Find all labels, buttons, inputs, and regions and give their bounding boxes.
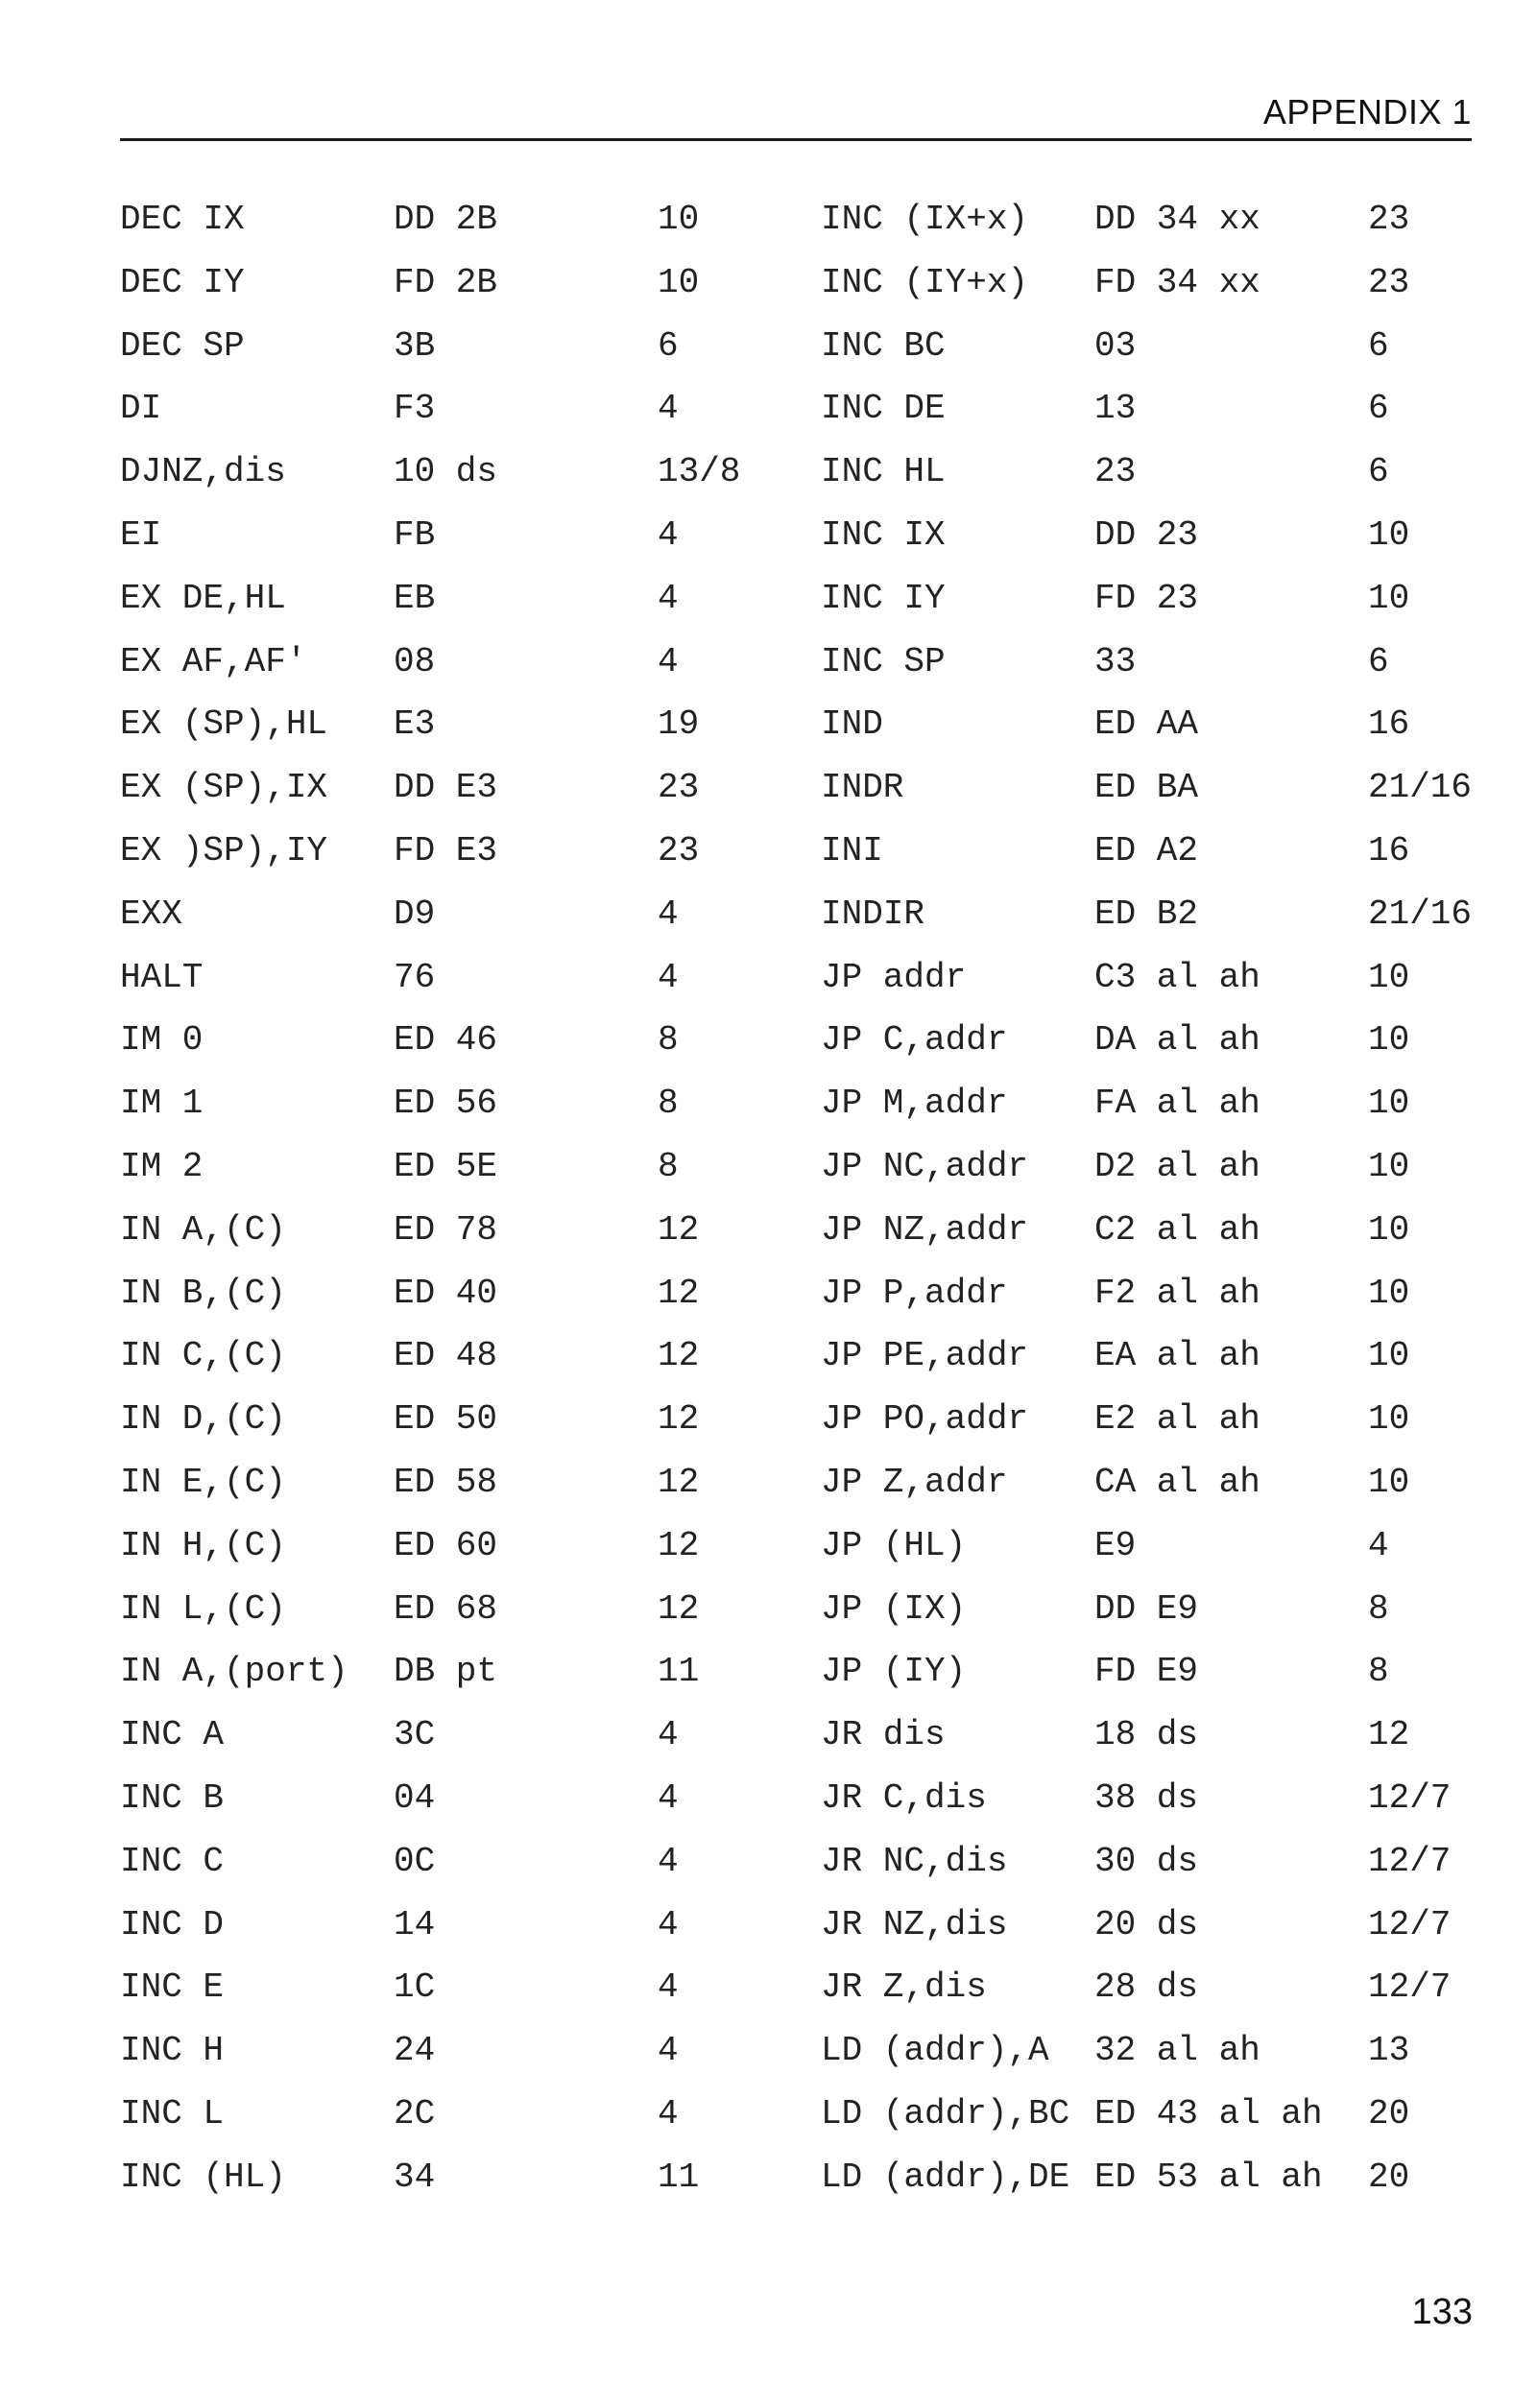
instruction-cell: IN H,(C) <box>120 1525 286 1565</box>
opcode-cell: ED 68 <box>394 1588 498 1629</box>
instruction-cell: INC B <box>120 1777 225 1818</box>
cycles-cell: 10 <box>1368 1020 1410 1061</box>
cycles-cell: 4 <box>658 578 679 618</box>
opcode-cell: 30 ds <box>1094 1841 1199 1881</box>
opcode-cell: 14 <box>394 1904 436 1944</box>
instruction-cell: LD (addr),A <box>821 2031 1049 2071</box>
instruction-cell: JP (IY) <box>821 1652 967 1692</box>
cycles-cell: 12 <box>658 1588 700 1629</box>
instruction-cell: EX )SP),IY <box>120 830 328 870</box>
opcode-cell: ED 50 <box>394 1399 498 1440</box>
opcode-cell: DD 23 <box>1094 514 1199 555</box>
cycles-cell: 4 <box>658 1777 679 1818</box>
opcode-cell: 18 ds <box>1094 1715 1199 1755</box>
instruction-cell: JP (IX) <box>821 1588 967 1629</box>
cycles-cell: 10 <box>1368 1273 1410 1313</box>
opcode-cell: 23 <box>1094 452 1137 492</box>
cycles-cell: 12 <box>658 1525 700 1565</box>
instruction-cell: JP Z,addr <box>821 1462 1008 1502</box>
page-number: 133 <box>1411 2292 1473 2332</box>
cycles-cell: 4 <box>658 1841 679 1881</box>
cycles-cell: 12 <box>1368 1715 1410 1755</box>
instruction-cell: LD (addr),DE <box>821 2157 1070 2197</box>
opcode-cell: C3 al ah <box>1094 957 1260 997</box>
opcode-cell: D9 <box>394 894 436 934</box>
opcode-cell: FD 23 <box>1094 578 1199 618</box>
instruction-cell: IN A,(C) <box>120 1209 286 1250</box>
opcode-cell: 34 <box>394 2157 436 2197</box>
opcode-cell: 04 <box>394 1777 436 1818</box>
cycles-cell: 4 <box>1368 1525 1389 1565</box>
opcode-cell: 32 al ah <box>1094 2031 1260 2071</box>
cycles-cell: 4 <box>658 2093 679 2134</box>
opcode-cell: ED 48 <box>394 1336 498 1376</box>
cycles-cell: 8 <box>658 1084 679 1124</box>
cycles-cell: 8 <box>1368 1588 1389 1629</box>
instruction-cell: INC HL <box>821 452 946 492</box>
opcode-cell: C2 al ah <box>1094 1209 1260 1250</box>
opcode-cell: EB <box>394 578 436 618</box>
cycles-cell: 4 <box>658 2031 679 2071</box>
instruction-cell: INC BC <box>821 325 946 366</box>
cycles-cell: 21/16 <box>1368 894 1473 934</box>
instruction-cell: EXX <box>120 894 182 934</box>
cycles-cell: 8 <box>658 1020 679 1061</box>
cycles-cell: 4 <box>658 1967 679 2008</box>
instruction-cell: INC SP <box>821 641 946 681</box>
cycles-cell: 10 <box>1368 1209 1410 1250</box>
opcode-cell: DA al ah <box>1094 1020 1260 1061</box>
opcode-cell: 10 ds <box>394 452 498 492</box>
opcode-cell: ED 56 <box>394 1084 498 1124</box>
opcode-cell: ED AA <box>1094 704 1199 745</box>
opcode-cell: DD E9 <box>1094 1588 1199 1629</box>
cycles-cell: 12 <box>658 1273 700 1313</box>
opcode-cell: 2C <box>394 2093 436 2134</box>
cycles-cell: 10 <box>1368 514 1410 555</box>
cycles-cell: 10 <box>658 262 700 302</box>
instruction-cell: JP NC,addr <box>821 1146 1029 1186</box>
cycles-cell: 12/7 <box>1368 1967 1452 2008</box>
opcode-cell: E3 <box>394 704 436 745</box>
opcode-cell: ED BA <box>1094 768 1199 808</box>
instruction-cell: HALT <box>120 957 204 997</box>
opcode-cell: CA al ah <box>1094 1462 1260 1502</box>
cycles-cell: 23 <box>1368 200 1410 239</box>
cycles-cell: 8 <box>658 1146 679 1186</box>
instruction-cell: IN D,(C) <box>120 1399 286 1440</box>
cycles-cell: 4 <box>658 641 679 681</box>
opcode-cell: 1C <box>394 1967 436 2008</box>
opcode-cell: D2 al ah <box>1094 1146 1260 1186</box>
cycles-cell: 12/7 <box>1368 1841 1452 1881</box>
cycles-cell: 10 <box>1368 1146 1410 1186</box>
opcode-cell: 3B <box>394 325 436 366</box>
cycles-cell: 13/8 <box>658 452 741 492</box>
opcode-cell: 0C <box>394 1841 436 1881</box>
cycles-cell: 21/16 <box>1368 768 1473 808</box>
opcode-cell: E9 <box>1094 1525 1137 1565</box>
instruction-cell: INC E <box>120 1967 225 2008</box>
cycles-cell: 20 <box>1368 2093 1410 2134</box>
opcode-cell: ED 40 <box>394 1273 498 1313</box>
instruction-cell: IN B,(C) <box>120 1273 286 1313</box>
cycles-cell: 10 <box>658 200 700 239</box>
opcode-cell: 20 ds <box>1094 1904 1199 1944</box>
page-header-title: APPENDIX 1 <box>1262 92 1472 131</box>
instruction-cell: INC L <box>120 2093 225 2134</box>
instruction-cell: JP C,addr <box>821 1020 1008 1061</box>
cycles-cell: 19 <box>658 704 700 745</box>
instruction-cell: JP PO,addr <box>821 1399 1029 1440</box>
opcode-cell: 08 <box>394 641 436 681</box>
cycles-cell: 12 <box>658 1209 700 1250</box>
instruction-cell: IND <box>821 704 883 745</box>
instruction-cell: INC DE <box>821 389 946 429</box>
instruction-cell: JP (HL) <box>821 1525 967 1565</box>
cycles-cell: 12 <box>658 1399 700 1440</box>
cycles-cell: 10 <box>1368 1084 1410 1124</box>
cycles-cell: 4 <box>658 1715 679 1755</box>
opcode-cell: FD E3 <box>394 830 498 870</box>
opcode-cell: ED 46 <box>394 1020 498 1061</box>
cycles-cell: 16 <box>1368 704 1410 745</box>
opcode-cell: 76 <box>394 957 436 997</box>
cycles-cell: 10 <box>1368 957 1410 997</box>
instruction-cell: INC H <box>120 2031 225 2071</box>
cycles-cell: 16 <box>1368 830 1410 870</box>
cycles-cell: 12 <box>658 1336 700 1376</box>
instruction-cell: JP M,addr <box>821 1084 1008 1124</box>
cycles-cell: 6 <box>1368 325 1389 366</box>
instruction-cell: JR NZ,dis <box>821 1904 1008 1944</box>
cycles-cell: 23 <box>1368 262 1410 302</box>
cycles-cell: 6 <box>1368 641 1389 681</box>
instruction-cell: JP addr <box>821 957 967 997</box>
instruction-cell: JP P,addr <box>821 1273 1008 1313</box>
cycles-cell: 23 <box>658 830 700 870</box>
instruction-cell: INC A <box>120 1715 225 1755</box>
instruction-cell: EX DE,HL <box>120 578 286 618</box>
instruction-cell: IM 1 <box>120 1084 204 1124</box>
opcode-cell: ED 78 <box>394 1209 498 1250</box>
instruction-cell: EX AF,AF' <box>120 641 307 681</box>
opcode-cell: ED 58 <box>394 1462 498 1502</box>
cycles-cell: 12 <box>658 1462 700 1502</box>
cycles-cell: 6 <box>658 325 679 366</box>
opcode-cell: ED 53 al ah <box>1094 2157 1323 2197</box>
opcode-cell: E2 al ah <box>1094 1399 1260 1440</box>
instruction-cell: INDIR <box>821 894 925 934</box>
instruction-cell: EX (SP),HL <box>120 704 328 745</box>
opcode-cell: ED 60 <box>394 1525 498 1565</box>
opcode-cell: ED 5E <box>394 1146 498 1186</box>
instruction-cell: IN E,(C) <box>120 1462 286 1502</box>
cycles-cell: 4 <box>658 514 679 555</box>
cycles-cell: 4 <box>658 1904 679 1944</box>
instruction-cell: DEC IY <box>120 262 245 302</box>
cycles-cell: 20 <box>1368 2157 1410 2197</box>
instruction-cell: DEC SP <box>120 325 245 366</box>
instruction-cell: DJNZ,dis <box>120 452 286 492</box>
instruction-cell: JP PE,addr <box>821 1336 1029 1376</box>
opcode-cell: ED B2 <box>1094 894 1199 934</box>
instruction-cell: INC IY <box>821 578 946 618</box>
opcode-cell: FB <box>394 514 436 555</box>
instruction-cell: IN C,(C) <box>120 1336 286 1376</box>
instruction-cell: DEC IX <box>120 200 245 239</box>
opcode-cell: F3 <box>394 389 436 429</box>
opcode-cell: FD 34 xx <box>1094 262 1260 302</box>
instruction-cell: IN A,(port) <box>120 1652 348 1692</box>
cycles-cell: 10 <box>1368 1462 1410 1502</box>
instruction-cell: INC (IY+x) <box>821 262 1029 302</box>
instruction-cell: INC (IX+x) <box>821 200 1029 239</box>
opcode-cell: ED A2 <box>1094 830 1199 870</box>
instruction-cell: EX (SP),IX <box>120 768 328 808</box>
cycles-cell: 6 <box>1368 389 1389 429</box>
opcode-cell: FD E9 <box>1094 1652 1199 1692</box>
cycles-cell: 12/7 <box>1368 1904 1452 1944</box>
instruction-cell: JR dis <box>821 1715 946 1755</box>
opcode-cell: DB pt <box>394 1652 498 1692</box>
opcode-cell: DD 34 xx <box>1094 200 1260 239</box>
instruction-cell: LD (addr),BC <box>821 2093 1070 2134</box>
opcode-cell: FA al ah <box>1094 1084 1260 1124</box>
opcode-cell: DD E3 <box>394 768 498 808</box>
instruction-cell: IM 2 <box>120 1146 204 1186</box>
opcode-cell: F2 al ah <box>1094 1273 1260 1313</box>
opcode-cell: ED 43 al ah <box>1094 2093 1323 2134</box>
opcode-cell: 24 <box>394 2031 436 2071</box>
opcode-cell: 33 <box>1094 641 1137 681</box>
cycles-cell: 8 <box>1368 1652 1389 1692</box>
cycles-cell: 10 <box>1368 578 1410 618</box>
instruction-cell: DI <box>120 389 162 429</box>
instruction-cell: JR NC,dis <box>821 1841 1008 1881</box>
instruction-cell: INC C <box>120 1841 225 1881</box>
cycles-cell: 11 <box>658 2157 700 2197</box>
opcode-cell: 13 <box>1094 389 1137 429</box>
instruction-cell: IN L,(C) <box>120 1588 286 1629</box>
cycles-cell: 4 <box>658 894 679 934</box>
cycles-cell: 13 <box>1368 2031 1410 2071</box>
cycles-cell: 11 <box>658 1652 700 1692</box>
cycles-cell: 10 <box>1368 1336 1410 1376</box>
instruction-cell: JR C,dis <box>821 1777 987 1818</box>
cycles-cell: 23 <box>658 768 700 808</box>
instruction-cell: INC IX <box>821 514 946 555</box>
instruction-cell: IM 0 <box>120 1020 204 1061</box>
opcode-cell: 38 ds <box>1094 1777 1199 1818</box>
instruction-cell: INC D <box>120 1904 225 1944</box>
cycles-cell: 12/7 <box>1368 1777 1452 1818</box>
opcode-cell: 28 ds <box>1094 1967 1199 2008</box>
instruction-cell: EI <box>120 514 162 555</box>
opcode-cell: 03 <box>1094 325 1137 366</box>
cycles-cell: 4 <box>658 389 679 429</box>
instruction-cell: INI <box>821 830 883 870</box>
instruction-cell: JR Z,dis <box>821 1967 987 2008</box>
instruction-cell: JP NZ,addr <box>821 1209 1029 1250</box>
cycles-cell: 4 <box>658 957 679 997</box>
instruction-cell: INDR <box>821 768 904 808</box>
opcode-cell: 3C <box>394 1715 436 1755</box>
opcode-cell: EA al ah <box>1094 1336 1260 1376</box>
cycles-cell: 10 <box>1368 1399 1410 1440</box>
opcode-cell: DD 2B <box>394 200 498 239</box>
cycles-cell: 6 <box>1368 452 1389 492</box>
page-header <box>120 83 1472 141</box>
opcode-cell: FD 2B <box>394 262 498 302</box>
instruction-cell: INC (HL) <box>120 2157 286 2197</box>
